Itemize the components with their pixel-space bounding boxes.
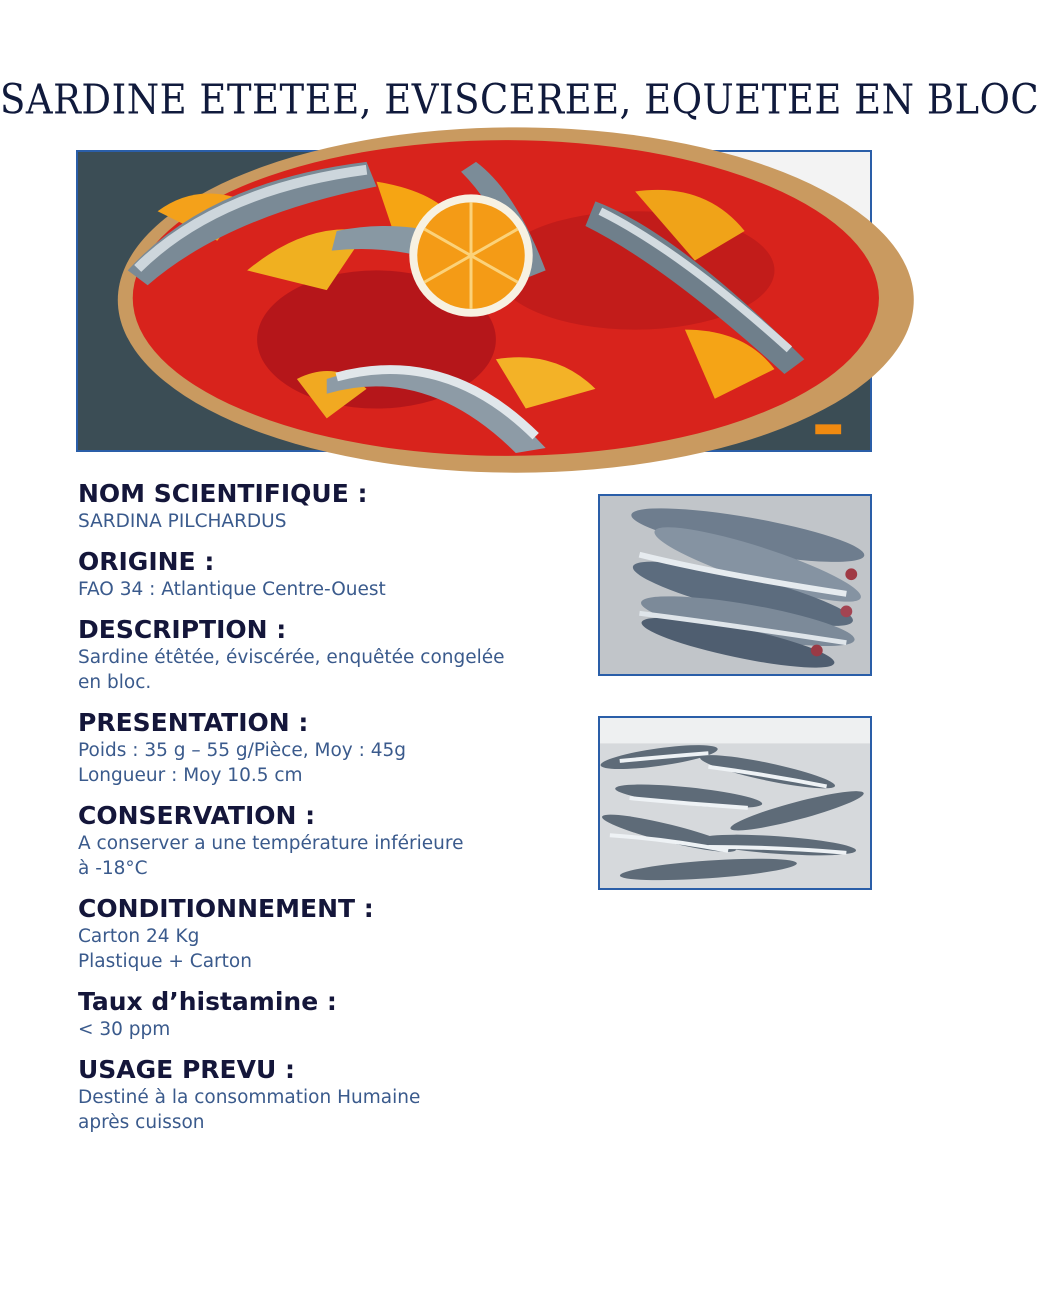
hero-dish-photo xyxy=(76,150,872,452)
section-heading: ORIGINE : xyxy=(78,547,215,576)
section-line: Longueur : Moy 10.5 cm xyxy=(78,765,303,786)
section-conservation xyxy=(78,800,598,881)
product-info xyxy=(78,478,598,1147)
section-line: à -18°C xyxy=(78,858,148,879)
section-heading: USAGE PREVU : xyxy=(78,1055,295,1084)
section-line: FAO 34 : Atlantique Centre-Ouest xyxy=(78,579,386,600)
section-value xyxy=(78,645,598,695)
section-value xyxy=(78,1085,598,1135)
section-heading: NOM SCIENTIFIQUE : xyxy=(78,479,368,508)
page-title: SARDINE ETETEE, EVISCEREE, EQUETEE EN BLOC xyxy=(0,75,1039,124)
section-nom-scientifique xyxy=(78,478,598,534)
section-line: Destiné à la consommation Humaine xyxy=(78,1087,421,1108)
section-origine xyxy=(78,546,598,602)
section-heading: PRESENTATION : xyxy=(78,708,309,737)
section-value xyxy=(78,831,598,881)
section-line: Carton 24 Kg xyxy=(78,926,200,947)
section-heading: CONSERVATION : xyxy=(78,801,316,830)
section-taux-histamine xyxy=(78,986,598,1042)
section-heading: DESCRIPTION : xyxy=(78,615,287,644)
section-line: < 30 ppm xyxy=(78,1019,171,1040)
section-heading: CONDITIONNEMENT : xyxy=(78,894,374,923)
section-value xyxy=(78,738,598,788)
section-line: A conserver a une température inférieure xyxy=(78,833,464,854)
section-line: Plastique + Carton xyxy=(78,951,252,972)
section-line: après cuisson xyxy=(78,1112,205,1133)
section-value xyxy=(78,924,598,974)
section-value xyxy=(78,1017,598,1042)
sardines-photo-2 xyxy=(598,716,872,890)
section-conditionnement xyxy=(78,893,598,974)
section-line: Sardine étêtée, éviscérée, enquêtée congelée xyxy=(78,647,505,668)
section-line: Poids : 35 g – 55 g/Pièce, Moy : 45g xyxy=(78,740,406,761)
section-usage-prevu xyxy=(78,1054,598,1135)
section-presentation xyxy=(78,707,598,788)
section-description xyxy=(78,614,598,695)
sardines-photo-1 xyxy=(598,494,872,676)
section-value xyxy=(78,509,598,534)
section-line: en bloc. xyxy=(78,672,152,693)
section-line: SARDINA PILCHARDUS xyxy=(78,511,287,532)
section-heading: Taux d’histamine : xyxy=(78,987,337,1016)
section-value xyxy=(78,577,598,602)
